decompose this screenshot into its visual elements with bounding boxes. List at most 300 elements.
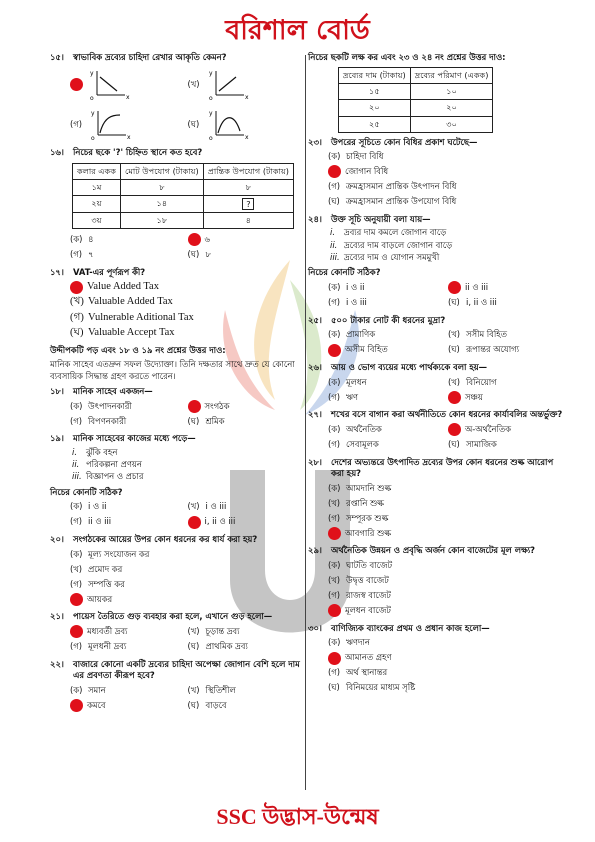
option-text: i, ii ও iii [204, 516, 236, 527]
question-text: মানিক সাহেবের কাজের মধ্যে পড়ে— [73, 433, 196, 444]
answer-option[interactable] [188, 414, 306, 428]
answer-option[interactable] [328, 636, 568, 650]
question-text: অর্থনৈতিক উন্নয়ন ও প্রবৃদ্ধি অর্জন কোন বাজেটের মূল লক্ষ্য? [331, 545, 536, 556]
answer-option[interactable] [70, 326, 305, 340]
unknown-value-box: ? [242, 198, 254, 210]
answer-option[interactable] [328, 180, 568, 194]
option-text: i ও ii [88, 501, 107, 512]
answer-option[interactable] [328, 666, 568, 680]
statement [72, 471, 305, 482]
q15-option-a[interactable] [70, 67, 188, 101]
q15-option-c[interactable] [70, 107, 188, 141]
option-label: (ক) [70, 684, 83, 695]
question-text: দেশের অভ্যন্তরে উৎপাদিত দ্রব্যের উপর কোন ধরনের শুল্ক আরোপ করা হয়? [331, 456, 554, 479]
answer-option[interactable] [70, 280, 305, 294]
answer-option[interactable] [70, 248, 188, 262]
answer-option[interactable] [448, 296, 568, 310]
table-row [339, 116, 493, 132]
question-27 [308, 409, 568, 420]
correct-answer-marker [70, 281, 83, 294]
answer-option[interactable] [70, 414, 188, 428]
options [70, 683, 305, 712]
question-number: ২০। [50, 534, 64, 545]
table-header: প্রান্তিক উপযোগ (টাকায়) [203, 163, 293, 179]
options [328, 481, 568, 540]
answer-option[interactable] [328, 423, 448, 437]
option-text: প্রামাণিক [346, 329, 376, 340]
option-label: (গ) [328, 181, 341, 192]
correct-answer-marker [70, 593, 83, 606]
answer-option[interactable] [328, 559, 568, 573]
statement [72, 459, 305, 470]
sub-question: নিচের কোনটি সঠিক? [50, 486, 123, 497]
statements [308, 227, 568, 263]
option-label: (ক) [328, 424, 341, 435]
stem-text: মানিক সাহেব এতদ্রুন সফল উদ্যোক্তা। তিনি দক্ষতার সাথে দ্রুত যে কোনো ব্যবসায়িক সিদ্ধান্ত গ্রহণ করতে পারেন। [50, 359, 295, 381]
table-cell: ১৫ [339, 84, 411, 100]
option-label: (ক) [70, 400, 83, 411]
answer-option[interactable] [188, 500, 306, 514]
option-label: (গ) [328, 296, 341, 307]
answer-option[interactable] [70, 233, 188, 247]
option-label: (ঘ) [187, 641, 200, 652]
answer-option[interactable] [70, 515, 188, 529]
option-label: (খ) [328, 497, 341, 508]
table-cell: ৮ [203, 179, 293, 195]
table-cell: ৪ [203, 212, 293, 228]
statement-text: দ্রব্যর দাম কমলে জোগান বাড়ে [344, 227, 447, 238]
option-text: মূলধন [346, 376, 367, 387]
answer-option[interactable] [70, 562, 305, 576]
answer-option[interactable] [328, 496, 568, 510]
option-label: (খ) [187, 501, 200, 512]
option-label: (ক) [70, 548, 83, 559]
demand-curve-downward-icon [87, 67, 131, 101]
option-text: ৪ [88, 234, 94, 245]
option-text: ii ও iii [465, 281, 489, 292]
correct-answer-marker [328, 344, 341, 357]
option-text: শ্রমিক [205, 415, 225, 426]
options [328, 559, 568, 618]
answer-option[interactable] [70, 500, 188, 514]
option-label: (খ) [187, 78, 200, 89]
question-29 [308, 545, 568, 556]
question-text: উক্ত সূচি অনুযায়ী বলা যায়— [331, 213, 431, 224]
question-number: ২৮। [308, 456, 322, 467]
option-text: সেবামূলক [346, 439, 379, 450]
question-number: ১৯। [50, 433, 64, 444]
axis-x-label: x [244, 94, 249, 102]
option-text: i ও ii [346, 281, 365, 292]
option-label: (ক) [328, 329, 341, 340]
option-text: Valuable Accept Tax [88, 326, 175, 338]
question-text: VAT-এর পূর্ণরূপ কী? [73, 266, 146, 277]
answer-option[interactable] [188, 625, 306, 639]
option-label: (ঘ) [328, 196, 340, 207]
answer-option[interactable] [70, 311, 305, 325]
option-text: আবগারি শুল্ক [345, 527, 391, 538]
option-text: অসীম বিহিত [345, 344, 388, 355]
correct-answer-marker [448, 281, 461, 294]
statement-number: iii. [72, 471, 82, 482]
inverted-u-curve-icon [206, 107, 250, 141]
options [328, 328, 568, 357]
table-cell: ১৪ [121, 195, 204, 212]
question-text: নিচের ছকে '?' চিহ্নিত স্থানে কত হবে? [73, 147, 203, 158]
option-label: (খ) [187, 626, 200, 637]
statement-text: দ্রব্যের দাম বাড়লে জোগান বাড়ে [344, 239, 453, 250]
option-text: ৭ [88, 249, 94, 260]
option-label: (গ) [328, 439, 341, 450]
option-text: Vulnerable Aditional Tax [88, 311, 194, 323]
question-number: ৩০। [308, 622, 322, 633]
option-text: রপ্তানি শুল্ক [346, 497, 384, 508]
option-text: চূড়ান্ত দ্রব্য [205, 626, 240, 637]
correct-answer-marker [188, 400, 201, 413]
question-15 [50, 52, 305, 63]
question-text: মানিক সাহেব একজন— [73, 386, 153, 396]
question-number: ২৫। [308, 314, 322, 325]
option-label: (গ) [70, 516, 83, 527]
answer-option[interactable] [328, 481, 568, 495]
question-text: আয় ও ভোগ ব্যয়ের মধ্যে পার্থক্যকে বলা হয়— [331, 362, 488, 372]
option-text: মূল্য সংযোজন কর [88, 548, 150, 559]
options [328, 375, 568, 404]
answer-option[interactable] [328, 589, 568, 603]
answer-option[interactable] [70, 698, 188, 712]
correct-answer-marker [70, 699, 83, 712]
axis-y-label: y [208, 110, 213, 118]
table-cell: ৩০ [410, 116, 493, 132]
q15-option-b[interactable] [188, 67, 306, 101]
question-text: উপরের সূচিতে কোন বিধির প্রকাশ ঘটেছে— [331, 136, 478, 147]
question-number: ২৬। [308, 362, 322, 372]
answer-option[interactable] [448, 281, 568, 295]
correct-answer-marker [448, 423, 461, 436]
option-text: মূলধন বাজেট [345, 605, 391, 616]
answer-option[interactable] [328, 526, 568, 540]
correct-answer-marker [70, 78, 83, 91]
answer-option[interactable] [328, 511, 568, 525]
table-cell: ১০ [410, 84, 493, 100]
option-text: সসীম বিহিত [466, 329, 507, 340]
option-text: প্রাথমিক দ্রব্য [205, 641, 248, 652]
answer-option[interactable] [188, 515, 306, 529]
question-number: ১৮। [50, 386, 64, 396]
option-text: সামাজিক [466, 439, 497, 450]
concave-curve-icon [88, 107, 132, 141]
option-label: (ক) [70, 234, 83, 245]
option-text: Valuable Added Tax [88, 296, 173, 308]
option-text: ঋণ [346, 391, 358, 402]
origin-label: o [90, 95, 94, 102]
option-text: জোগান বিধি [345, 166, 389, 177]
statement [330, 227, 568, 238]
options [328, 150, 568, 209]
statement-number: i. [72, 446, 77, 457]
answer-option[interactable] [448, 438, 568, 452]
axis-x-label: x [244, 134, 249, 142]
correct-answer-marker [328, 652, 341, 665]
question-24 [308, 214, 568, 225]
question-22 [50, 659, 305, 682]
option-label: (ক) [328, 151, 341, 162]
axis-x-label: x [126, 94, 130, 102]
answer-option[interactable] [188, 683, 306, 697]
option-label: (ঘ) [187, 699, 200, 710]
option-label: (খ) [70, 563, 83, 574]
question-number: ২৪। [308, 213, 322, 224]
correct-answer-marker [188, 516, 201, 529]
correct-answer-marker [70, 625, 83, 638]
option-label: (ঘ) [187, 415, 200, 426]
question-number: ২১। [50, 611, 64, 622]
option-text: ii ও iii [88, 516, 112, 527]
options [328, 281, 568, 310]
answer-option[interactable] [328, 438, 448, 452]
origin-label: o [91, 135, 95, 142]
answer-option[interactable] [328, 328, 448, 342]
answer-option[interactable] [70, 592, 305, 606]
option-label: (গ) [328, 391, 341, 402]
statement-number: i. [330, 227, 335, 238]
statement [330, 252, 568, 263]
question-text: সংগঠকের আয়ের উপর কোন ধরনের কর ধার্য করা হয়? [73, 534, 258, 545]
option-text: বিপণনকারী [88, 415, 127, 426]
option-text: চাহিদা বিধি [346, 151, 384, 162]
supply-curve-upward-icon [206, 67, 250, 101]
answer-option[interactable] [448, 375, 568, 389]
question-number: ২৭। [308, 409, 322, 420]
option-label: (গ) [70, 249, 83, 260]
column-divider [305, 55, 306, 790]
option-text: বিনিময়ের মাধ্যম সৃষ্টি [346, 682, 416, 693]
option-text: সংগঠক [204, 400, 230, 411]
answer-option[interactable] [328, 150, 568, 164]
question-text: স্বাভাবিক দ্রব্যের চাহিদা রেখার আকৃতি কেমন? [73, 52, 227, 62]
statements [50, 447, 305, 483]
question-number: ১৫। [50, 52, 64, 62]
question-text: ৫০০ টাকার নোট কী ধরনের মুদ্রা? [331, 314, 446, 325]
option-label: (খ) [70, 296, 84, 308]
stem-heading: নিচের ছকটি লক্ষ কর এবং ২৩ ও ২৪ নং প্রশ্নের উত্তর দাও: [308, 52, 506, 62]
table-header: মোট উপযোগ (টাকায়) [121, 163, 204, 179]
answer-option[interactable] [328, 343, 448, 357]
option-text: ৮ [205, 249, 211, 260]
option-label: (গ) [328, 590, 341, 601]
option-label: (খ) [187, 684, 200, 695]
question-number: ২২। [50, 658, 64, 669]
option-text: বাড়বে [205, 699, 227, 710]
answer-option[interactable] [70, 625, 188, 639]
option-text: ক্রমহ্রাসমান প্রান্তিক উপযোগ বিধি [346, 196, 457, 207]
table-header: দ্রব্যের পরিমাণ (একক) [410, 68, 493, 84]
answer-option[interactable] [328, 195, 568, 209]
table-header: কলার একক [73, 163, 121, 179]
axis-y-label: y [91, 110, 95, 118]
option-label: (ঘ) [448, 296, 460, 307]
answer-option[interactable] [70, 399, 188, 413]
answer-option[interactable] [448, 423, 568, 437]
answer-option[interactable] [70, 295, 305, 309]
question-17 [50, 267, 305, 278]
answer-option[interactable] [328, 375, 448, 389]
question-text: বাজারে কোনো একটি দ্রব্যের চাহিদা অপেক্ষা জোগান বেশি হলে দাম এর প্রবণতা কীরূপ হবে? [73, 658, 300, 681]
answer-option[interactable] [188, 233, 306, 247]
statement-number: ii. [330, 239, 338, 250]
answer-option[interactable] [188, 640, 306, 654]
table-cell: ৩য় [73, 212, 121, 228]
option-text: i, ii ও iii [466, 296, 497, 307]
correct-answer-marker [328, 165, 341, 178]
option-text: বিনিয়োগ [466, 376, 497, 387]
option-label: (ক) [328, 637, 341, 648]
option-text: আমানত গ্রহণ [345, 652, 392, 663]
answer-option[interactable] [328, 296, 448, 310]
option-text: অ-অর্থনৈতিক [465, 424, 512, 435]
option-text: মধ্যবর্তী দ্রব্য [87, 626, 128, 637]
table-row [73, 195, 294, 212]
answer-option[interactable] [448, 390, 568, 404]
table-row [339, 84, 493, 100]
option-text: সম্পত্তি কর [88, 578, 125, 589]
option-label: (গ) [70, 311, 84, 323]
option-label: (গ) [70, 415, 83, 426]
options [70, 500, 305, 529]
board-title: বরিশাল বোর্ড [225, 15, 370, 46]
answer-option[interactable] [328, 390, 448, 404]
option-text: স্থিতিশীল [205, 684, 236, 695]
table-row [339, 100, 493, 116]
footer-brand: SSC উদ্ভাস-উন্মেষ [216, 804, 379, 829]
options [70, 625, 305, 654]
options [70, 547, 305, 606]
option-label: (ক) [328, 482, 341, 493]
statement-text: পরিকল্পনা প্রণয়ন [86, 459, 142, 470]
answer-option[interactable] [70, 577, 305, 591]
left-column [50, 52, 305, 717]
answer-option[interactable] [70, 683, 188, 697]
option-text: আয়কর [87, 593, 113, 604]
answer-option[interactable] [188, 248, 306, 262]
option-label: (ক) [328, 560, 341, 571]
options [70, 399, 305, 428]
option-text: সঞ্চয় [465, 391, 483, 402]
q15-graph-options [70, 67, 305, 141]
statement [72, 447, 305, 458]
answer-option[interactable] [448, 328, 568, 342]
answer-option[interactable] [70, 547, 305, 561]
option-text: i ও iii [205, 501, 227, 512]
option-text: আমদানি শুল্ক [346, 482, 392, 493]
table-cell [203, 195, 293, 212]
origin-label: o [208, 135, 213, 142]
answer-option[interactable] [328, 681, 568, 695]
option-label: (গ) [70, 578, 83, 589]
question-number: ২৩। [308, 136, 322, 147]
question-number: ২৯। [308, 545, 322, 556]
answer-option[interactable] [188, 698, 306, 712]
option-label: (ঘ) [328, 682, 340, 693]
option-text: উৎপাদনকারী [88, 400, 132, 411]
answer-option[interactable] [328, 651, 568, 665]
table-cell: ১ম [73, 179, 121, 195]
option-text: Value Added Tax [87, 281, 159, 293]
answer-option[interactable] [448, 343, 568, 357]
table-header: দ্রব্যের দাম (টাকায়) [339, 68, 411, 84]
question-21 [50, 611, 305, 622]
question-text: বাণিজ্যিক ব্যাংকের প্রথম ও প্রধান কাজ হলো— [331, 622, 490, 633]
option-text: i ও iii [346, 296, 367, 307]
table-cell: ১৮ [121, 212, 204, 228]
question-18 [50, 386, 305, 397]
option-text: অর্থ স্থানান্তর [346, 667, 388, 678]
statement [330, 240, 568, 251]
options [328, 636, 568, 695]
option-label: (ঘ) [448, 344, 460, 355]
statement-text: দ্রব্যের দাম ও যোগান সমমুখী [344, 251, 440, 262]
correct-answer-marker [328, 604, 341, 617]
question-26 [308, 362, 568, 373]
answer-option[interactable] [70, 640, 188, 654]
option-label: (ক) [328, 376, 341, 387]
option-text: রূপান্তর অযোগ্য [466, 344, 520, 355]
axis-y-label: y [208, 70, 213, 78]
option-text: ৬ [204, 234, 210, 245]
option-text: ঘাটতি বাজেট [346, 560, 393, 571]
question-16 [50, 147, 305, 158]
statement-number: iii. [330, 251, 340, 262]
answer-option[interactable] [328, 574, 568, 588]
option-text: সমান [88, 684, 106, 695]
option-text: সম্পূরক শুল্ক [346, 512, 389, 523]
option-label: (গ) [328, 512, 341, 523]
question-19 [50, 433, 305, 444]
table-cell: ২য় [73, 195, 121, 212]
table-cell: ২৫ [339, 116, 411, 132]
answer-option[interactable] [188, 399, 306, 413]
option-label: (খ) [328, 575, 341, 586]
correct-answer-marker [448, 391, 461, 404]
answer-option[interactable] [328, 604, 568, 618]
options [328, 423, 568, 452]
question-28 [308, 457, 568, 480]
question-number: ১৬। [50, 147, 64, 158]
option-label: (গ) [70, 641, 83, 652]
q15-option-d[interactable] [188, 107, 306, 141]
option-text: উদ্বৃত্ত বাজেট [346, 575, 389, 586]
option-label: (ক) [70, 501, 83, 512]
option-label: (খ) [448, 329, 461, 340]
statement-number: ii. [72, 459, 80, 470]
stem-heading: উদ্দীপকটি পড় এবং ১৮ ও ১৯ নং প্রশ্নের উত্তর দাও: [50, 344, 226, 355]
option-label: (গ) [70, 118, 83, 129]
question-20 [50, 534, 305, 545]
table-cell: ২০ [410, 100, 493, 116]
table-row [73, 179, 294, 195]
option-text: অর্থনৈতিক [346, 424, 382, 435]
question-number: ১৭। [50, 266, 64, 277]
answer-option[interactable] [328, 281, 448, 295]
option-label: (ঘ) [187, 249, 200, 260]
question-text: পায়েস তৈরিতে গুড় ব্যবহার করা হলে, এখানে গুড় হলো— [73, 611, 273, 622]
option-label: (ঘ) [448, 439, 460, 450]
question-text: শখের বসে বাগান করা অর্থনীতিতে কোন ধরনের কার্যাবলির অন্তর্ভুক্ত? [331, 409, 563, 420]
answer-option[interactable] [328, 165, 568, 179]
statement-text: ঝুঁকি বহন [86, 446, 118, 457]
origin-label: o [208, 95, 213, 102]
table-cell: ২০ [339, 100, 411, 116]
